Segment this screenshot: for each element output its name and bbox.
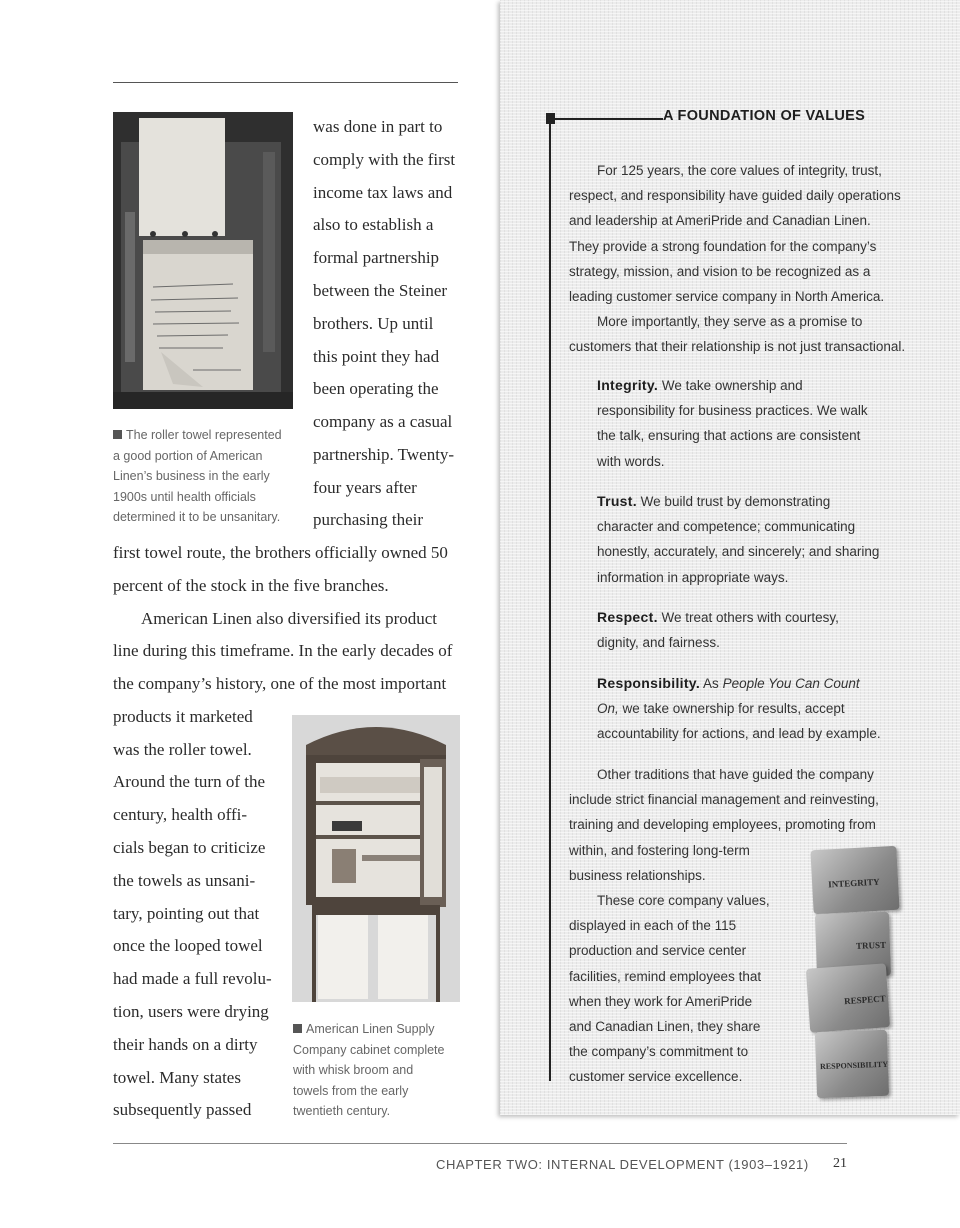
- closing-line: within, and fostering long-term: [569, 842, 750, 858]
- value-block-respect: [806, 963, 890, 1032]
- top-rule: [113, 82, 458, 83]
- closing-line: displayed in each of the 115: [569, 918, 737, 934]
- body-line: was done in part to: [313, 117, 443, 136]
- closing-line: include strict financial management and reinvesting,: [569, 792, 879, 808]
- caption-line: towels from the early: [293, 1083, 409, 1098]
- value-line: We treat others with courtesy,: [657, 610, 839, 625]
- caption-line: American Linen Supply: [306, 1022, 435, 1036]
- intro-line: They provide a strong foundation for the company’s: [569, 238, 877, 254]
- value-block-responsibility: [815, 1030, 889, 1098]
- closing-line: when they work for AmeriPride: [569, 993, 753, 1009]
- closing-line: and Canadian Linen, they share: [569, 1019, 761, 1035]
- value-line: with words.: [597, 453, 665, 469]
- body-line: percent of the stock in the five branches.: [113, 576, 389, 595]
- block-label: TRUST: [855, 939, 887, 951]
- body-line: this point they had: [313, 347, 440, 366]
- sidebar-intro: [569, 158, 909, 360]
- title-rule: [555, 118, 663, 120]
- intro-line: strategy, mission, and vision to be recognized as a: [569, 263, 871, 279]
- closing-line: production and service center: [569, 943, 747, 959]
- sidebar-vertical-rule: [549, 124, 551, 1081]
- value-term: Responsibility.: [597, 675, 701, 691]
- closing-line: These core company values,: [597, 893, 770, 909]
- body-line: subsequently passed: [113, 1100, 252, 1119]
- closing-line: facilities, remind employees that: [569, 968, 762, 984]
- caption-line: Company cabinet complete: [293, 1042, 445, 1057]
- value-line: accountability for actions, and lead by example.: [597, 726, 881, 742]
- closing-line: Other traditions that have guided the company: [597, 767, 874, 782]
- value-line: the talk, ensuring that actions are consistent: [597, 428, 861, 444]
- roller-towel-illustration: [113, 112, 293, 409]
- value-line: honestly, accurately, and sincerely; and sharing: [597, 544, 880, 560]
- value-line: We build trust by demonstrating: [636, 494, 831, 509]
- value-line: we take ownership for results, accept: [618, 701, 845, 717]
- body-line: brothers. Up until: [313, 314, 434, 333]
- value-line: As: [700, 676, 723, 691]
- body-line: first towel route, the brothers officially owned 50: [113, 543, 448, 562]
- value-integrity: [597, 373, 917, 474]
- intro-line: customers that their relationship is not just transactional.: [569, 339, 906, 355]
- intro-line: respect, and responsibility have guided daily operations: [569, 188, 901, 204]
- body-line: been operating the: [313, 379, 439, 398]
- caption-line: with whisk broom and: [293, 1063, 414, 1077]
- body-line: Around the turn of the: [113, 772, 266, 791]
- page-number: 21: [833, 1156, 847, 1171]
- value-italic: People You Can Count: [722, 676, 860, 691]
- value-line: information in appropriate ways.: [597, 569, 789, 585]
- block-label: INTEGRITY: [827, 876, 880, 890]
- value-line: dignity, and fairness.: [597, 635, 720, 651]
- caption-line: twentieth century.: [293, 1104, 391, 1118]
- chapter-footer: CHAPTER TWO: INTERNAL DEVELOPMENT (1903–1921): [436, 1157, 809, 1172]
- closing-line: the company’s commitment to: [569, 1044, 749, 1060]
- caption-line: determined it to be unsanitary.: [113, 510, 281, 524]
- body-line: had made a full revolu-: [113, 969, 272, 988]
- roller-towel-photo: [113, 112, 293, 409]
- body-line: partnership. Twenty-: [313, 445, 455, 464]
- body-line: once the looped towel: [113, 936, 263, 955]
- value-responsibility: [597, 671, 917, 747]
- body-line: line during this timeframe. In the early decades of: [113, 641, 453, 660]
- cabinet-illustration: [292, 715, 460, 1002]
- intro-line: More importantly, they serve as a promise to: [597, 314, 863, 330]
- value-line: character and competence; communicating: [597, 519, 856, 535]
- value-block-integrity: [810, 846, 899, 914]
- body-line: cials began to criticize: [113, 838, 266, 857]
- caption-line: a good portion of American: [113, 448, 263, 463]
- body-line: century, health offi-: [113, 805, 248, 824]
- intro-line: For 125 years, the core values of integrity, trust,: [597, 163, 882, 178]
- body-line: was the roller towel.: [113, 740, 252, 759]
- body-line: purchasing their: [313, 510, 423, 529]
- body-line: four years after: [313, 478, 417, 497]
- caption-bullet-icon: [113, 430, 122, 439]
- body-line: products it marketed: [113, 707, 253, 726]
- body-line: the company’s history, one of the most important: [113, 674, 447, 693]
- caption-line: 1900s until health officials: [113, 489, 256, 504]
- body-line: the towels as unsani-: [113, 871, 256, 890]
- body-line: American Linen also diversified its product: [141, 609, 437, 628]
- closing-line: training and developing employees, promoting from: [569, 817, 876, 833]
- body-line: towel. Many states: [113, 1068, 241, 1087]
- linen-cabinet-photo: [292, 715, 460, 1002]
- value-line: responsibility for business practices. We walk: [597, 403, 868, 419]
- closing-line: customer service excellence.: [569, 1069, 743, 1085]
- body-line: tary, pointing out that: [113, 904, 260, 923]
- closing-line: business relationships.: [569, 867, 706, 883]
- intro-line: leading customer service company in North America.: [569, 289, 885, 305]
- intro-line: and leadership at AmeriPride and Canadian Linen.: [569, 213, 871, 229]
- roller-towel-caption: [113, 425, 303, 528]
- body-line: their hands on a dirty: [113, 1035, 258, 1054]
- body-line: comply with the first: [313, 150, 456, 169]
- caption-line: Linen’s business in the early: [113, 469, 270, 483]
- value-term: Integrity.: [597, 377, 659, 393]
- block-label: RESPONSIBILITY: [819, 1059, 889, 1072]
- value-term: Trust.: [597, 493, 637, 509]
- value-trust: [597, 489, 917, 590]
- body-line: also to establish a: [313, 215, 434, 234]
- footer-rule: [113, 1143, 847, 1144]
- title-square-icon: [546, 113, 555, 124]
- value-term: Respect.: [597, 609, 658, 625]
- body-line: tion, users were drying: [113, 1002, 269, 1021]
- caption-line: The roller towel represented: [126, 428, 282, 442]
- value-respect: [597, 605, 917, 655]
- block-label: RESPECT: [843, 993, 886, 1007]
- value-line: We take ownership and: [658, 378, 803, 393]
- value-italic: On,: [597, 701, 619, 717]
- sidebar-title: A FOUNDATION OF VALUES: [663, 108, 866, 124]
- body-line: income tax laws and: [313, 183, 453, 202]
- body-line: formal partnership: [313, 248, 440, 267]
- caption-bullet-icon: [293, 1024, 302, 1033]
- body-line: between the Steiner: [313, 281, 448, 300]
- cabinet-caption: [293, 1019, 468, 1122]
- body-line: company as a casual: [313, 412, 453, 431]
